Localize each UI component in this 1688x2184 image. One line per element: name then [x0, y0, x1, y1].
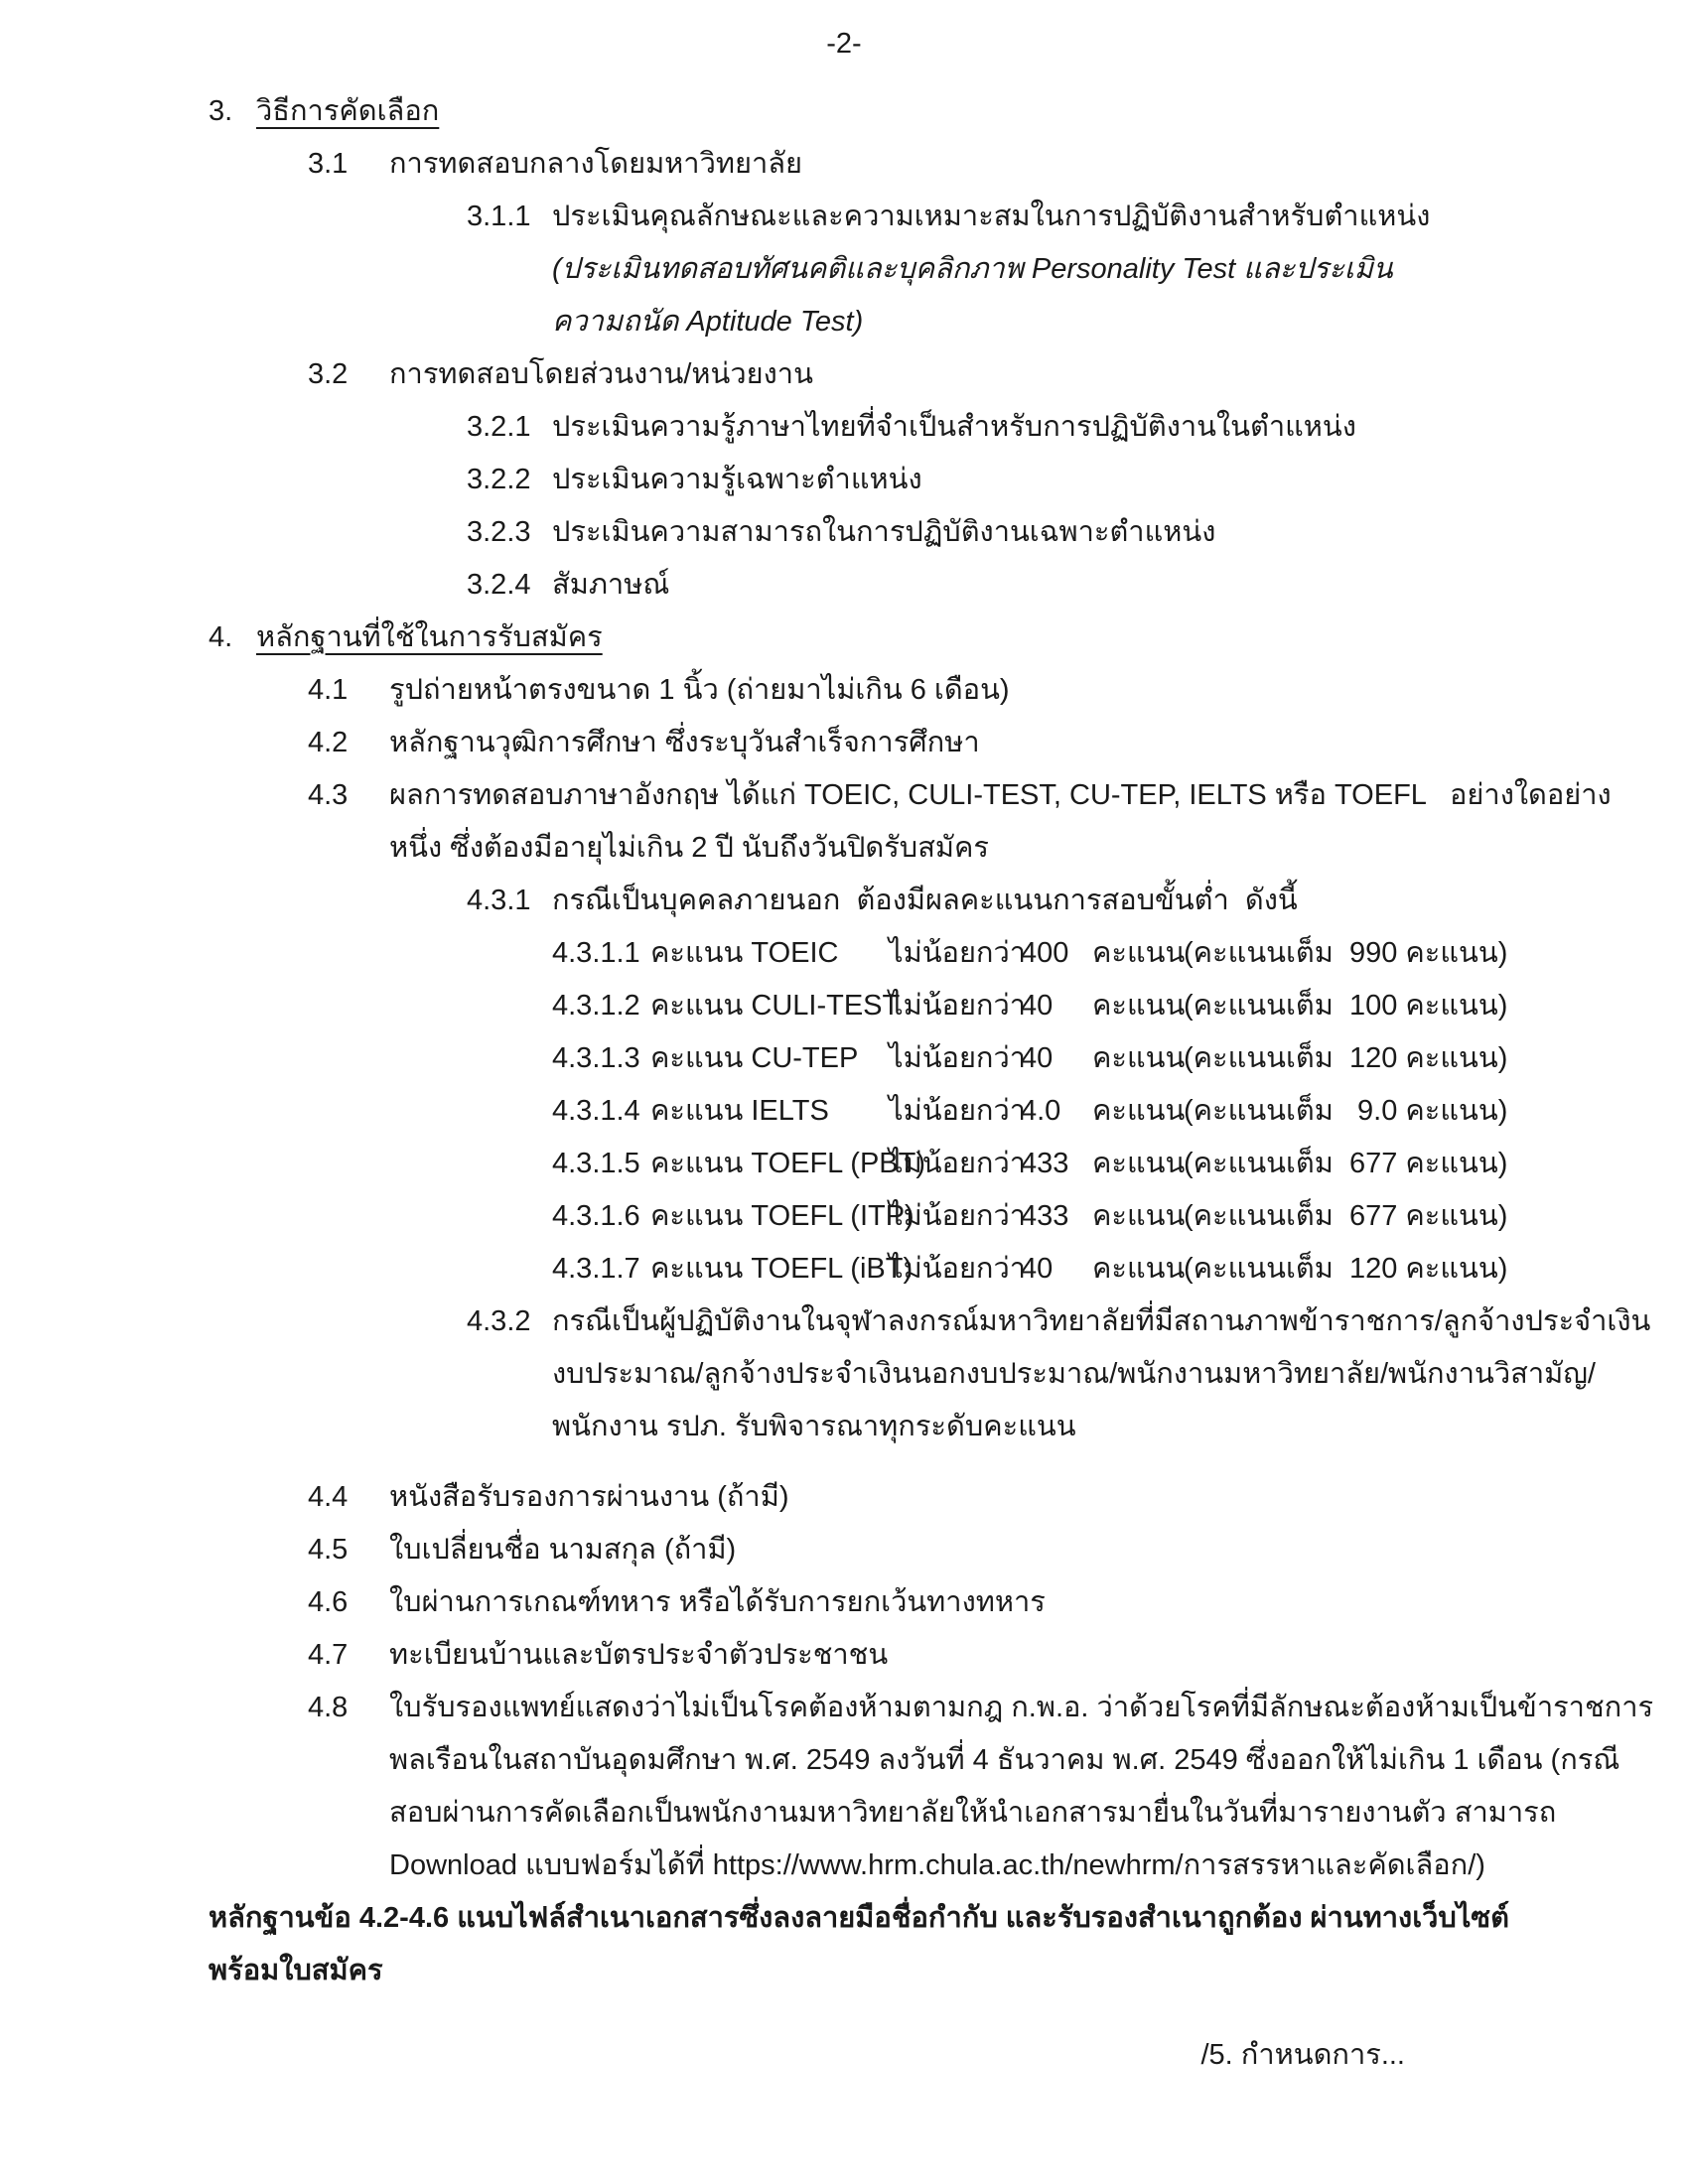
- score-row-unit: คะแนน: [1092, 990, 1186, 1022]
- item-4-8-line-4: [0, 1840, 1688, 1892]
- section-4-title: หลักฐานที่ใช้ในการรับสมัคร: [256, 621, 603, 653]
- closing-note-text-1: หลักฐานข้อ 4.2-4.6 แนบไฟล์สำเนาเอกสารซึ่งลงลายมือชื่อกำกับ และรับรองสำเนาถูกต้อง ผ่านทางเว็บไซต์: [209, 1902, 1509, 1934]
- score-row-label: คะแนน CULI-TEST: [650, 990, 901, 1022]
- score-row-toefl-pbt: [0, 1138, 1688, 1190]
- item-3-1-1-note-text-1: (ประเมินทดสอบทัศนคติและบุคลิกภาพ Personality Test และประเมิน: [552, 253, 1393, 285]
- item-3-2-2-number: 3.2.2: [467, 464, 531, 495]
- closing-note-line-2: [0, 1945, 1688, 1997]
- score-row-full-score: (คะแนนเต็ม 100 คะแนน): [1184, 990, 1508, 1022]
- item-4-2: [0, 717, 1688, 769]
- item-4-3-1-number: 4.3.1: [467, 885, 531, 916]
- item-3-1-number: 3.1: [308, 148, 349, 180]
- item-4-1-text: รูปถ่ายหน้าตรงขนาด 1 นิ้ว (ถ่ายมาไม่เกิน 6 เดือน): [389, 674, 1010, 706]
- score-row-full-score: (คะแนนเต็ม 990 คะแนน): [1184, 937, 1508, 969]
- item-3-2-4-number: 3.2.4: [467, 569, 531, 601]
- item-4-3-number: 4.3: [308, 779, 349, 811]
- score-row-label: คะแนน TOEIC: [650, 937, 839, 969]
- closing-note-line-1: [0, 1892, 1688, 1945]
- score-row-min-label: ไม่น้อยกว่า: [889, 1148, 1027, 1179]
- section-4-heading: [0, 612, 1688, 664]
- item-4-8-number: 4.8: [308, 1692, 349, 1723]
- item-3-1: [0, 138, 1688, 191]
- item-4-4: [0, 1471, 1688, 1524]
- item-4-2-number: 4.2: [308, 727, 349, 758]
- score-row-toefl-ibt: [0, 1243, 1688, 1296]
- score-row-unit: คะแนน: [1092, 1200, 1186, 1232]
- score-row-full-score: (คะแนนเต็ม 677 คะแนน): [1184, 1200, 1508, 1232]
- item-4-3-1-text: กรณีเป็นบุคคลภายนอก ต้องมีผลคะแนนการสอบขั้นต่ำ ดังนี้: [552, 885, 1298, 916]
- item-4-2-text: หลักฐานวุฒิการศึกษา ซึ่งระบุวันสำเร็จการศึกษา: [389, 727, 980, 758]
- item-4-8-text-3: สอบผ่านการคัดเลือกเป็นพนักงานมหาวิทยาลัยให้นำเอกสารมายื่นในวันที่มารายงานตัว สามารถ: [389, 1797, 1557, 1829]
- item-4-4-number: 4.4: [308, 1481, 349, 1513]
- item-3-2-1-number: 3.2.1: [467, 411, 531, 443]
- item-4-7: [0, 1629, 1688, 1682]
- item-3-1-1-text: ประเมินคุณลักษณะและความเหมาะสมในการปฏิบัติงานสำหรับตำแหน่ง: [552, 201, 1431, 232]
- item-3-2-3-text: ประเมินความสามารถในการปฏิบัติงานเฉพาะตำแหน่ง: [552, 516, 1216, 548]
- score-row-number: 4.3.1.3: [552, 1042, 640, 1074]
- item-4-3-2-line-2: [0, 1348, 1688, 1401]
- score-row-min-value: 40: [1021, 1042, 1054, 1074]
- item-4-6-number: 4.6: [308, 1586, 349, 1618]
- score-row-min-label: ไม่น้อยกว่า: [889, 990, 1027, 1022]
- page-number: -2-: [826, 28, 862, 60]
- item-3-1-1-number: 3.1.1: [467, 201, 531, 232]
- item-3-2-4: [0, 559, 1688, 612]
- score-row-min-label: ไม่น้อยกว่า: [889, 1200, 1027, 1232]
- section-3-heading: [0, 85, 1688, 138]
- item-4-3-2-text-2: งบประมาณ/ลูกจ้างประจำเงินนอกงบประมาณ/พนักงานมหาวิทยาลัย/พนักงานวิสามัญ/: [552, 1358, 1596, 1390]
- score-row-number: 4.3.1.1: [552, 937, 640, 969]
- score-row-full-score: (คะแนนเต็ม 120 คะแนน): [1184, 1253, 1508, 1285]
- item-4-3-1: [0, 875, 1688, 927]
- item-4-3-2-line-3: [0, 1401, 1688, 1453]
- item-4-5-number: 4.5: [308, 1534, 349, 1566]
- item-4-3-text-1: ผลการทดสอบภาษาอังกฤษ ได้แก่ TOEIC, CULI-TEST, CU-TEP, IELTS หรือ TOEFL อย่างใดอย่าง: [389, 779, 1612, 811]
- score-row-number: 4.3.1.2: [552, 990, 640, 1022]
- score-row-number: 4.3.1.6: [552, 1200, 640, 1232]
- item-4-1-number: 4.1: [308, 674, 349, 706]
- score-row-label: คะแนน TOEFL (PBT): [650, 1148, 926, 1179]
- score-row-label: คะแนน IELTS: [650, 1095, 829, 1127]
- score-row-full-score: (คะแนนเต็ม 9.0 คะแนน): [1184, 1095, 1508, 1127]
- score-row-min-value: 40: [1021, 990, 1054, 1022]
- item-3-1-text: การทดสอบกลางโดยมหาวิทยาลัย: [389, 148, 803, 180]
- item-4-8-line-2: [0, 1734, 1688, 1787]
- item-4-3-text-2: หนึ่ง ซึ่งต้องมีอายุไม่เกิน 2 ปี นับถึงวันปิดรับสมัคร: [389, 832, 990, 864]
- score-row-min-value: 40: [1021, 1253, 1054, 1285]
- item-3-2-1: [0, 401, 1688, 454]
- score-row-full-score: (คะแนนเต็ม 677 คะแนน): [1184, 1148, 1508, 1179]
- score-row-number: 4.3.1.7: [552, 1253, 640, 1285]
- item-3-1-1-note-line-1: [0, 243, 1688, 296]
- item-4-5-text: ใบเปลี่ยนชื่อ นามสกุล (ถ้ามี): [389, 1534, 737, 1566]
- item-3-2-4-text: สัมภาษณ์: [552, 569, 670, 601]
- item-4-3-2-text-3: พนักงาน รปภ. รับพิจารณาทุกระดับคะแนน: [552, 1411, 1076, 1442]
- item-4-8-line-1: [0, 1682, 1688, 1734]
- score-row-unit: คะแนน: [1092, 1253, 1186, 1285]
- item-4-6: [0, 1576, 1688, 1629]
- score-row-label: คะแนน CU-TEP: [650, 1042, 859, 1074]
- item-3-2: [0, 348, 1688, 401]
- item-4-6-text: ใบผ่านการเกณฑ์ทหาร หรือได้รับการยกเว้นทางทหาร: [389, 1586, 1046, 1618]
- score-row-unit: คะแนน: [1092, 937, 1186, 969]
- score-row-number: 4.3.1.5: [552, 1148, 640, 1179]
- item-3-2-text: การทดสอบโดยส่วนงาน/หน่วยงาน: [389, 358, 813, 390]
- item-4-3-2-line-1: [0, 1296, 1688, 1348]
- score-row-min-value: 400: [1021, 937, 1069, 969]
- score-row-min-label: ไม่น้อยกว่า: [889, 937, 1027, 969]
- document-body: [0, 85, 1688, 1997]
- score-row-label: คะแนน TOEFL (iBT): [650, 1253, 914, 1285]
- item-3-1-1-note-line-2: [0, 296, 1688, 348]
- score-row-cu-tep: [0, 1032, 1688, 1085]
- item-4-1: [0, 664, 1688, 717]
- item-4-3-2-text-1: กรณีเป็นผู้ปฏิบัติงานในจุฬาลงกรณ์มหาวิทยาลัยที่มีสถานภาพข้าราชการ/ลูกจ้างประจำเงิน: [552, 1305, 1651, 1337]
- item-3-2-2: [0, 454, 1688, 506]
- item-4-3-line-2: [0, 822, 1688, 875]
- item-4-3-2-number: 4.3.2: [467, 1305, 531, 1337]
- score-row-full-score: (คะแนนเต็ม 120 คะแนน): [1184, 1042, 1508, 1074]
- item-3-2-2-text: ประเมินความรู้เฉพาะตำแหน่ง: [552, 464, 922, 495]
- score-row-culi-test: [0, 980, 1688, 1032]
- item-3-1-1-note-text-2: ความถนัด Aptitude Test): [552, 306, 864, 338]
- section-3-title: วิธีการคัดเลือก: [256, 95, 440, 127]
- item-4-8-text-2: พลเรือนในสถาบันอุดมศึกษา พ.ศ. 2549 ลงวันที่ 4 ธันวาคม พ.ศ. 2549 ซึ่งออกให้ไม่เกิน 1 เดือน (กรณี: [389, 1744, 1620, 1776]
- score-row-min-label: ไม่น้อยกว่า: [889, 1095, 1027, 1127]
- score-row-unit: คะแนน: [1092, 1095, 1186, 1127]
- score-row-unit: คะแนน: [1092, 1148, 1186, 1179]
- item-4-5: [0, 1524, 1688, 1576]
- item-4-7-number: 4.7: [308, 1639, 349, 1671]
- next-page-catchword: /5. กำหนดการ...: [1200, 2039, 1405, 2071]
- item-4-8-line-3: [0, 1787, 1688, 1840]
- score-row-min-value: 433: [1021, 1148, 1069, 1179]
- score-row-min-label: ไม่น้อยกว่า: [889, 1042, 1027, 1074]
- score-row-toefl-itp: [0, 1190, 1688, 1243]
- score-row-number: 4.3.1.4: [552, 1095, 640, 1127]
- score-row-unit: คะแนน: [1092, 1042, 1186, 1074]
- score-row-toeic: [0, 927, 1688, 980]
- score-row-min-label: ไม่น้อยกว่า: [889, 1253, 1027, 1285]
- item-3-2-3-number: 3.2.3: [467, 516, 531, 548]
- score-row-min-value: 433: [1021, 1200, 1069, 1232]
- item-4-8-text-1: ใบรับรองแพทย์แสดงว่าไม่เป็นโรคต้องห้ามตามกฎ ก.พ.อ. ว่าด้วยโรคที่มีลักษณะต้องห้ามเป็นข้าราชการ: [389, 1692, 1654, 1723]
- item-4-3-line-1: [0, 769, 1688, 822]
- item-3-1-1: [0, 191, 1688, 243]
- section-3-number: 3.: [209, 95, 233, 127]
- item-4-8-download-url-text: Download แบบฟอร์มได้ที่ https://www.hrm.chula.ac.th/newhrm/การสรรหาและคัดเลือก/): [389, 1849, 1485, 1881]
- item-3-2-1-text: ประเมินความรู้ภาษาไทยที่จำเป็นสำหรับการปฏิบัติงานในตำแหน่ง: [552, 411, 1356, 443]
- score-row-min-value: 4.0: [1021, 1095, 1061, 1127]
- item-3-2-3: [0, 506, 1688, 559]
- score-row-label: คะแนน TOEFL (ITP): [650, 1200, 914, 1232]
- section-4-number: 4.: [209, 621, 233, 653]
- closing-note-text-2: พร้อมใบสมัคร: [209, 1955, 383, 1986]
- item-3-2-number: 3.2: [308, 358, 349, 390]
- item-4-4-text: หนังสือรับรองการผ่านงาน (ถ้ามี): [389, 1481, 789, 1513]
- score-row-ielts: [0, 1085, 1688, 1138]
- item-4-7-text: ทะเบียนบ้านและบัตรประจำตัวประชาชน: [389, 1639, 889, 1671]
